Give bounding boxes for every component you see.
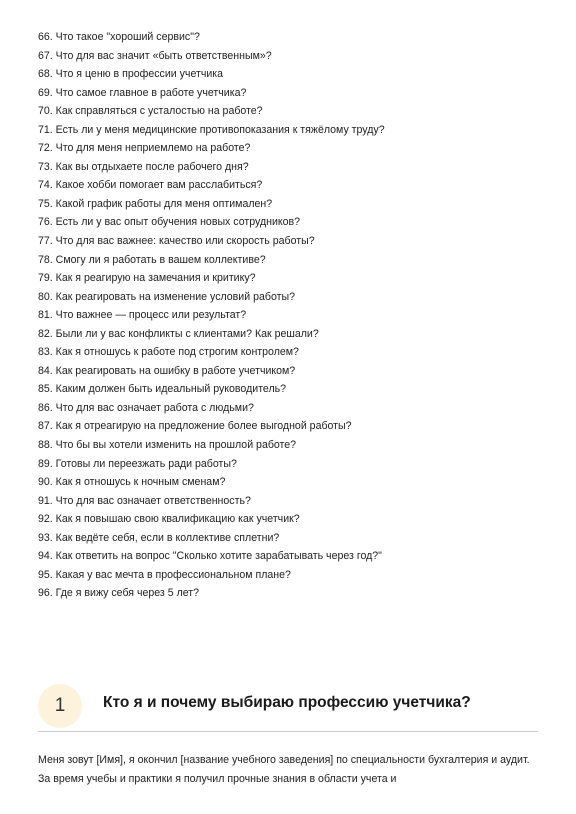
question-item: 71. Есть ли у меня медицинские противопоказания к тяжёлому труду? bbox=[38, 123, 385, 136]
question-item: 89. Готовы ли переезжать ради работы? bbox=[38, 457, 237, 470]
question-item: 94. Как ответить на вопрос "Сколько хотите зарабатывать через год?" bbox=[38, 550, 382, 563]
question-item: 77. Что для вас важнее: качество или скорость работы? bbox=[38, 235, 315, 248]
question-item: 95. Какая у вас мечта в профессиональном плане? bbox=[38, 568, 291, 581]
question-item: 91. Что для вас означает ответственность? bbox=[38, 494, 251, 507]
section-number-badge: 1 bbox=[38, 684, 82, 728]
question-item: 72. Что для меня неприемлемо на работе? bbox=[38, 142, 251, 155]
question-item: 93. Как ведёте себя, если в коллективе сплетни? bbox=[38, 531, 280, 544]
question-item: 96. Где я вижу себя через 5 лет? bbox=[38, 587, 200, 600]
question-item: 69. Что самое главное в работе учетчика? bbox=[38, 86, 247, 99]
question-item: 74. Какое хобби помогает вам расслабиться? bbox=[38, 179, 263, 192]
question-item: 84. Как реагировать на ошибку в работе учетчиком? bbox=[38, 364, 296, 377]
question-item: 76. Есть ли у вас опыт обучения новых сотрудников? bbox=[38, 216, 301, 229]
question-item: 85. Каким должен быть идеальный руководитель? bbox=[38, 383, 287, 396]
question-item: 73. Как вы отдыхаете после рабочего дня? bbox=[38, 160, 249, 173]
question-item: 67. Что для вас значит «быть ответственным»? bbox=[38, 49, 272, 62]
question-item: 75. Какой график работы для меня оптимален? bbox=[38, 197, 273, 210]
question-item: 90. Как я отношусь к ночным сменам? bbox=[38, 476, 226, 489]
section-title: Кто я и почему выбираю профессию учетчика? bbox=[103, 694, 471, 711]
question-item: 81. Что важнее — процесс или результат? bbox=[38, 309, 247, 322]
question-item: 79. Как я реагирую на замечания и критику? bbox=[38, 272, 256, 285]
question-item: 66. Что такое "хороший сервис"? bbox=[38, 31, 200, 43]
question-item: 82. Были ли у вас конфликты с клиентами? Как решали? bbox=[38, 327, 319, 340]
question-item: 83. Как я отношусь к работе под строгим контролем? bbox=[38, 346, 299, 359]
question-item: 68. Что я ценю в профессии учетчика bbox=[38, 68, 224, 81]
question-item: 70. Как справляться с усталостью на работе? bbox=[38, 105, 263, 118]
question-item: 88. Что бы вы хотели изменить на прошлой работе? bbox=[38, 439, 297, 452]
question-item: 86. Что для вас означает работа с людьми? bbox=[38, 401, 254, 414]
section-divider bbox=[38, 731, 538, 732]
question-item: 78. Смогу ли я работать в вашем коллективе? bbox=[38, 253, 266, 266]
question-list bbox=[38, 28, 385, 603]
question-item: 80. Как реагировать на изменение условий работы? bbox=[38, 290, 295, 303]
section-header bbox=[38, 684, 538, 730]
intro-paragraph: Меня зовут [Имя], я окончил [название учебного заведения] по специальности бухгалтерия и аудит. За время учебы и практики я получил прочные знания в области учета и bbox=[38, 754, 530, 785]
question-item: 87. Как я отреагирую на предложение более выгодной работы? bbox=[38, 420, 352, 433]
question-item: 92. Как я повышаю свою квалификацию как учетчик? bbox=[38, 513, 300, 526]
